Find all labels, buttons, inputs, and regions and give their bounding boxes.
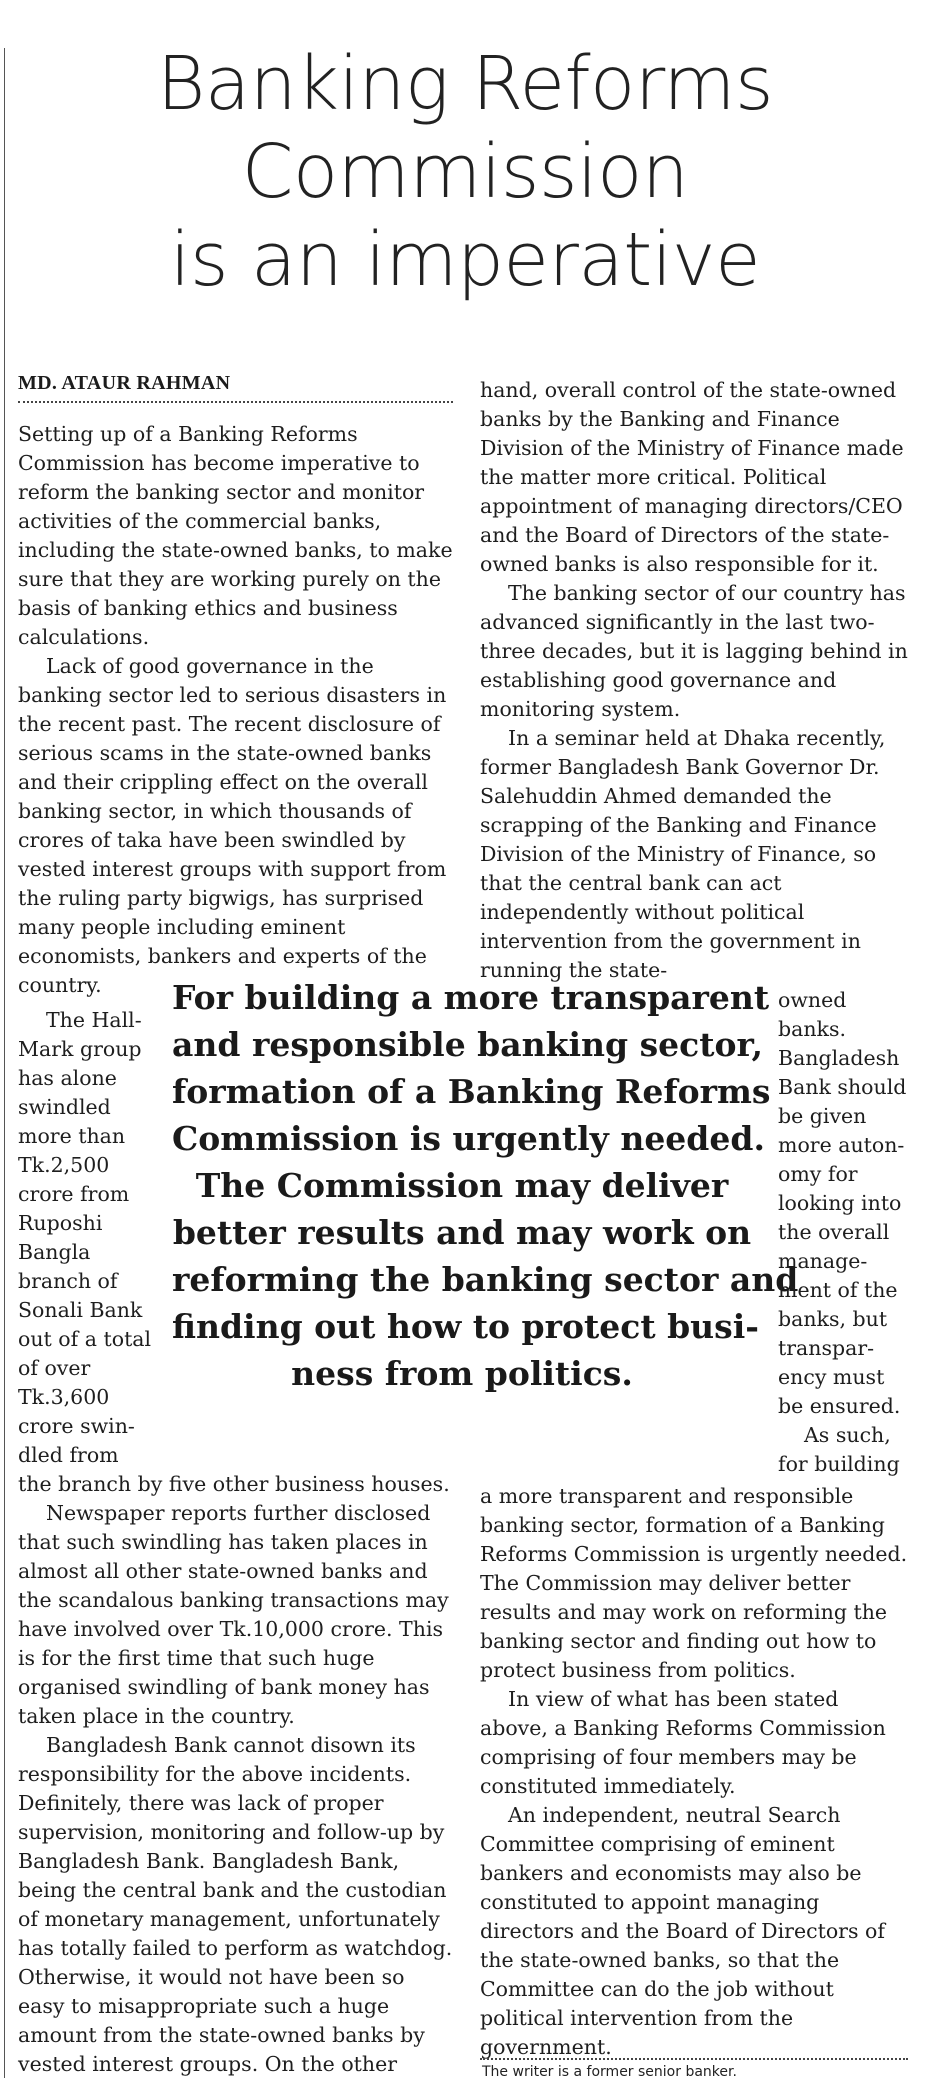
text-line: dled from: [18, 1443, 119, 1467]
text-line: omy for: [778, 1162, 858, 1186]
text-line: more than: [18, 1124, 126, 1148]
text-line: banks.: [778, 1017, 847, 1041]
text-line: ency must: [778, 1365, 885, 1389]
text-line: banks, but: [778, 1307, 888, 1331]
pull-quote-line: Commission is urgently needed.: [172, 1119, 765, 1158]
paragraph: Lack of good governance in the banking sector led to serious disasters in the recent past. The recent disclosure of serious scams in the state-owned banks and their crippling effect on the overall banking sector, in which thousands of crores of taka have been swindled by vested interest groups with support from the ruling party bigwigs, has surprised many people including eminent economists, bankers and experts of the country.: [18, 654, 447, 997]
text-line: As such,: [804, 1423, 891, 1447]
paragraph: a more transparent and responsible banking sector, formation of a Banking Reforms Commission is urgently needed. The Commission may deliver better results and may work on reforming the banking sector and finding out how to protect business from politics.: [480, 1484, 908, 1682]
pull-quote-line: For building a more transparent: [172, 978, 770, 1017]
text-line: Sonali Bank: [18, 1298, 143, 1322]
author-note: The writer is a former senior banker.: [482, 2064, 737, 2080]
text-line: more auton-: [778, 1133, 905, 1157]
paragraph: hand, overall control of the state-owned banks by the Banking and Finance Division of the Ministry of Finance made the matter more critical. Political appointment of managing directors/CEO and the Board of Directors of the state-owned banks is also responsible for it.: [480, 378, 904, 576]
column-rule: [4, 48, 5, 2078]
paragraph: the branch by five other business houses.: [18, 1472, 450, 1496]
text-line: looking into: [778, 1191, 902, 1215]
text-line: crore from: [18, 1182, 130, 1206]
pull-quote-line: and responsible banking sector,: [172, 1025, 763, 1064]
paragraph: Newspaper reports further disclosed that such swindling has taken places in almost all other state-owned banks and the scandalous banking transactions may have involved over Tk.10,000 crore. This is for the first time that such huge organised swindling of bank money has taken place in the country.: [18, 1501, 449, 1728]
text-line: owned: [778, 988, 847, 1012]
text-line: branch of: [18, 1269, 118, 1293]
text-line: crore swin-: [18, 1414, 135, 1438]
text-line: transpar-: [778, 1336, 875, 1360]
paragraph: Bangladesh Bank cannot disown its responsibility for the above incidents. Definitely, there was lack of proper supervision, monitoring and follow-up by Bangladesh Bank. Bangladesh Bank, being the central bank and the custodian of monetary management, unfortunately has totally failed to perform as watchdog. Otherwise, it would not have been so easy to misappropriate such a huge amount from the state-owned banks by vested interest groups. On the other: [18, 1733, 453, 2076]
text-line: Mark group: [18, 1037, 142, 1061]
pull-quote: [172, 974, 799, 1397]
text-line: be ensured.: [778, 1394, 901, 1418]
text-line: for building: [778, 1452, 900, 1476]
headline-line: Commission: [241, 129, 689, 215]
paragraph: An independent, neutral Search Committee comprising of eminent bankers and economists may also be constituted to appoint managing directors and the Board of Directors of the state-owned banks, so that the Committee can do the job without political intervention from the government.: [480, 1803, 885, 2059]
text-line: manage-: [778, 1249, 868, 1273]
text-line: Bangla: [18, 1240, 91, 1264]
paragraph: In view of what has been stated above, a Banking Reforms Commission comprising of four members may be constituted immediately.: [480, 1687, 886, 1798]
text-line: Ruposhi: [18, 1211, 103, 1235]
paragraph: Setting up of a Banking Reforms Commission has become imperative to reform the banking sector and monitor activities of the commercial banks, including the state-owned banks, to make sure that they are working purely on the basis of banking ethics and business calculations.: [18, 422, 453, 649]
text-line: the overall: [778, 1220, 890, 1244]
left-narrow-column: [18, 1006, 168, 1470]
paragraph: The banking sector of our country has advanced significantly in the last two-three decades, but it is lagging behind in establishing good governance and monitoring system.: [480, 581, 908, 721]
left-column-bottom: [18, 1470, 454, 2079]
text-line: ment of the: [778, 1278, 898, 1302]
text-line: Bangladesh: [778, 1046, 900, 1070]
pull-quote-line: formation of a Banking Reforms: [172, 1072, 771, 1111]
paragraph: In a seminar held at Dhaka recently, former Bangladesh Bank Governor Dr. Salehuddin Ahmed demanded the scrapping of the Banking and Finance Division of the Ministry of Finance, so that the central bank can act independently without political intervention from the government in running the state-: [480, 726, 886, 982]
byline: MD. ATAUR RAHMAN: [18, 372, 453, 403]
pull-quote-line: better results and may work on: [172, 1213, 752, 1252]
text-line: The Hall-: [46, 1008, 142, 1032]
pull-quote-line: ness from politics.: [291, 1354, 633, 1393]
right-column-top: [480, 376, 908, 985]
text-line: Tk.3,600: [18, 1385, 110, 1409]
pull-quote-line: finding out how to protect busi-: [172, 1307, 759, 1346]
text-line: Tk.2,500: [18, 1153, 110, 1177]
right-narrow-column: [778, 986, 913, 1479]
right-column-bottom: [480, 1482, 908, 2062]
text-line: of over: [18, 1356, 91, 1380]
text-line: be given: [778, 1104, 867, 1128]
text-line: has alone: [18, 1066, 117, 1090]
text-line: Bank should: [778, 1075, 907, 1099]
left-column-top: [18, 420, 454, 1000]
pull-quote-line: reforming the banking sector and: [172, 1260, 799, 1299]
headline-line: Banking Reforms: [156, 41, 774, 127]
text-line: out of a total: [18, 1327, 152, 1351]
footer-rule: [480, 2058, 908, 2060]
headline: [60, 40, 870, 304]
pull-quote-line: The Commission may deliver: [195, 1166, 729, 1205]
text-line: swindled: [18, 1095, 111, 1119]
headline-line: is an imperative: [169, 217, 761, 303]
